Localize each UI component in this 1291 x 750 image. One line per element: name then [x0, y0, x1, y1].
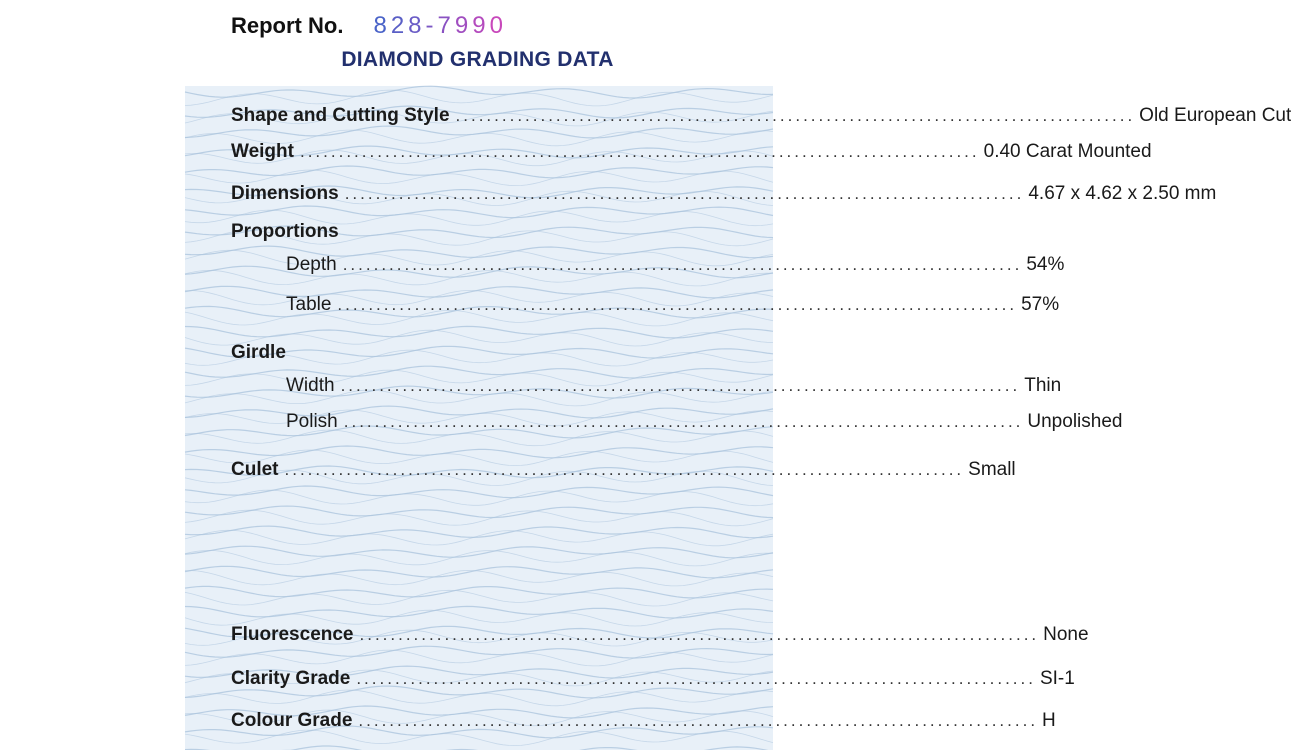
document-title: DIAMOND GRADING DATA — [341, 48, 614, 71]
leader-dots: ........................................................................................ — [337, 295, 1018, 314]
table-label: Table — [286, 294, 332, 315]
girdle-polish-row — [286, 405, 1123, 433]
dimensions-label: Dimensions — [231, 183, 339, 204]
leader-dots: ........................................................................................ — [359, 625, 1040, 644]
girdle-polish-value: Unpolished — [1027, 411, 1123, 432]
leader-dots: ........................................................................................ — [358, 711, 1039, 730]
weight-label: Weight — [231, 141, 294, 162]
guilloche-wave — [185, 546, 773, 558]
girdle-width-row — [286, 369, 1062, 397]
report-digit-separator: - — [425, 12, 438, 39]
report-number-label: Report No. — [231, 13, 344, 38]
guilloche-wave — [185, 550, 773, 566]
leader-dots: ........................................................................................ — [299, 142, 980, 161]
report-digit: 8 — [408, 12, 426, 39]
weight-row — [231, 135, 1152, 163]
report-digit: 9 — [472, 12, 490, 39]
leader-dots: ........................................................................................ — [356, 669, 1036, 688]
girdle-heading: Girdle — [231, 342, 286, 363]
report-number-value — [373, 12, 507, 40]
guilloche-wave — [185, 566, 773, 578]
fluorescence-row — [231, 618, 1089, 646]
depth-value: 54% — [1026, 254, 1065, 275]
clarity-value: SI-1 — [1039, 668, 1075, 689]
depth-row — [286, 248, 1065, 276]
clarity-label: Clarity Grade — [231, 668, 351, 689]
culet-label: Culet — [231, 459, 279, 480]
guilloche-wave — [185, 506, 773, 517]
guilloche-wave — [185, 606, 773, 618]
girdle-polish-label: Polish — [286, 411, 338, 432]
dimensions-value: 4.67 x 4.62 x 2.50 mm — [1028, 183, 1217, 204]
girdle-width-value: Thin — [1024, 375, 1062, 396]
colour-row — [231, 704, 1056, 732]
leader-dots: ........................................................................................ — [455, 106, 1136, 125]
report-digit: 8 — [373, 12, 391, 39]
report-digit: 2 — [390, 12, 409, 39]
leader-dots: ........................................................................................ — [340, 376, 1021, 395]
shape-label: Shape and Cutting Style — [231, 105, 450, 126]
culet-value: Small — [968, 459, 1016, 480]
depth-label: Depth — [286, 254, 337, 275]
proportions-heading: Proportions — [231, 221, 339, 242]
guilloche-wave — [185, 510, 773, 526]
guilloche-wave — [185, 586, 773, 598]
report-digit: 7 — [437, 12, 455, 39]
shape-value: Old European Cut — [1139, 105, 1291, 126]
girdle-width-label: Width — [286, 375, 335, 396]
colour-label: Colour Grade — [231, 710, 353, 731]
culet-row — [231, 453, 1016, 481]
leader-dots: ........................................................................................ — [343, 412, 1024, 431]
report-digit: 0 — [489, 12, 507, 39]
guilloche-wave — [185, 746, 773, 750]
guilloche-wave — [185, 490, 773, 506]
guilloche-wave — [185, 530, 773, 546]
clarity-row — [231, 662, 1075, 690]
guilloche-wave — [185, 730, 773, 746]
guilloche-wave — [185, 570, 773, 586]
leader-dots: ........................................................................................ — [344, 184, 1025, 203]
weight-value: 0.40 Carat Mounted — [983, 141, 1152, 162]
report-number-line — [231, 9, 507, 43]
colour-value: H — [1042, 710, 1056, 731]
table-row — [286, 288, 1060, 316]
dimensions-row — [231, 177, 1217, 205]
shape-row — [231, 99, 1291, 127]
fluorescence-label: Fluorescence — [231, 624, 354, 645]
leader-dots: ........................................................................................ — [284, 460, 965, 479]
fluorescence-value: None — [1043, 624, 1089, 645]
report-digit: 9 — [454, 12, 473, 39]
table-value: 57% — [1021, 294, 1060, 315]
guilloche-wave — [185, 326, 773, 338]
leader-dots: ........................................................................................ — [342, 255, 1023, 274]
